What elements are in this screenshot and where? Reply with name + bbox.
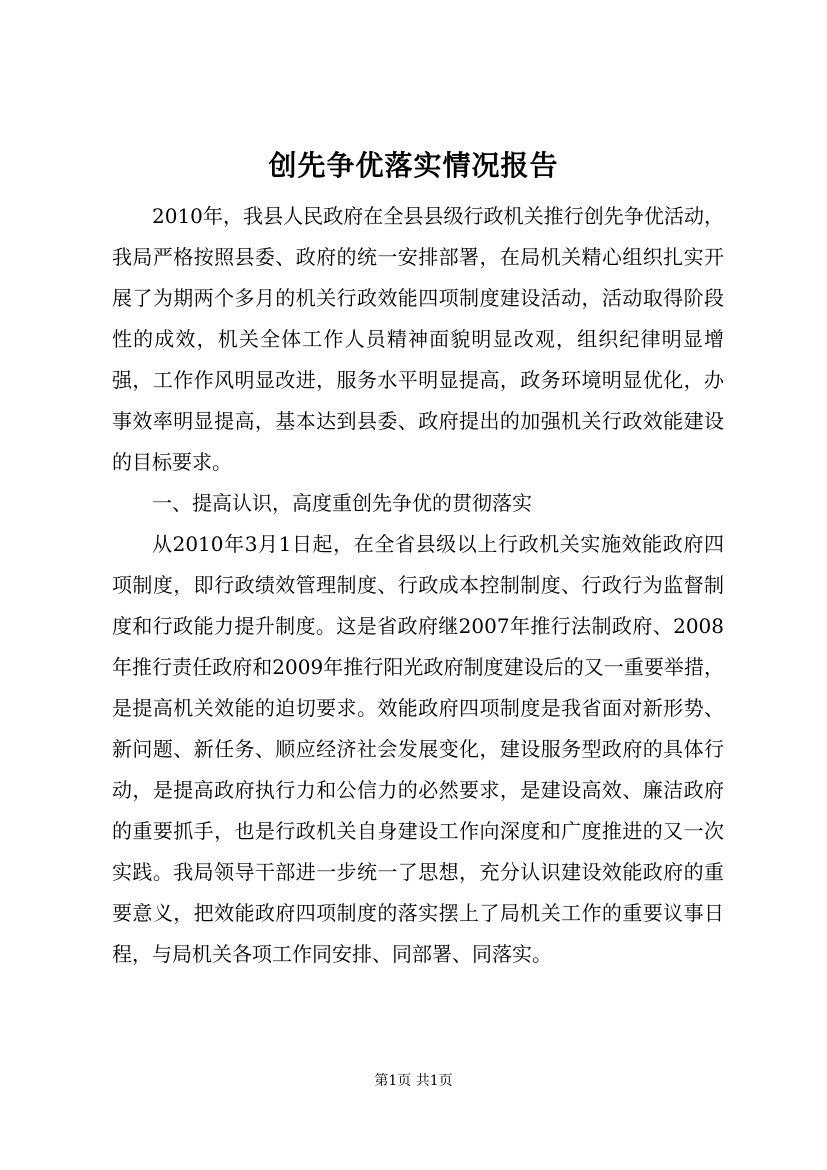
document-title: 创先争优落实情况报告 — [268, 149, 559, 182]
page-footer: 第1页 共1页 — [374, 1073, 453, 1089]
document-body — [112, 196, 724, 975]
body-paragraph: 从2010年3月1日起，在全省县级以上行政机关实施效能政府四项制度，即行政绩效管理制度、行政成本控制制度、行政行为监督制度和行政能力提升制度。这是省政府继2007年推行法制政府、2008年推行责任政府和2009年推行阳光政府制度建设后的又一重要举措，是提高机关效能的迫切要求。效能政府四项制度是我省面对新形势、新问题、新任务、顺应经济社会发展变化，建设服务型政府的具体行动，是提高政府执行力和公信力的必然要求，是建设高效、廉洁政府的重要抓手，也是行政机关自身建设工作向深度和广度推进的又一次实践。我局领导干部进一步统一了思想，充分认识建设效能政府的重要意义，把效能政府四项制度的落实摆上了局机关工作的重要议事日程，与局机关各项工作同安排、同部署、同落实。 — [112, 532, 724, 966]
body-paragraph: 2010年，我县人民政府在全县县级行政机关推行创先争优活动，我局严格按照县委、政府的统一安排部署，在局机关精心组织扎实开展了为期两个多月的机关行政效能四项制度建设活动，活动取得阶段性的成效，机关全体工作人员精神面貌明显改观，组织纪律明显增强，工作作风明显改进，服务水平明显提高，政务环境明显优化，办事效率明显提高，基本达到县委、政府提出的加强机关行政效能建设的目标要求。 — [112, 204, 724, 474]
section-heading: 一、提高认识，高度重创先争优的贯彻落实 — [152, 491, 532, 515]
